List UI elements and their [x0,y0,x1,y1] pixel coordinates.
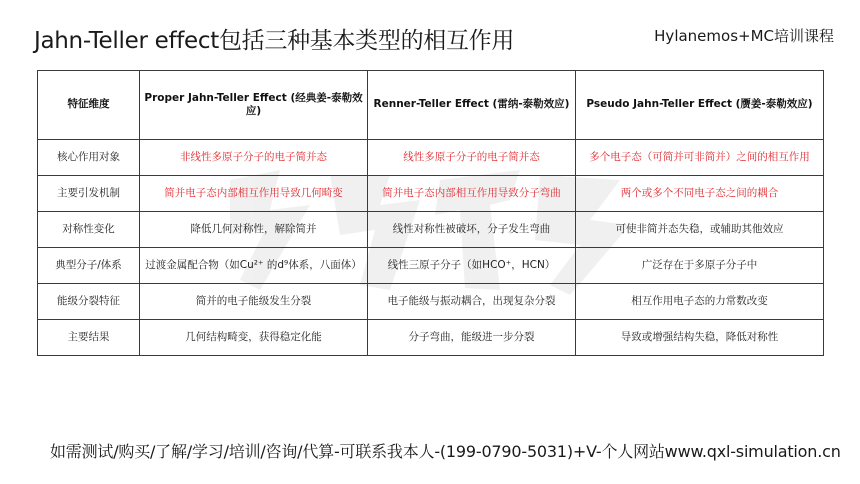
table-cell: 过渡金属配合物（如Cu²⁺ 的d⁹体系，八面体） [140,248,368,284]
row-label: 能级分裂特征 [38,284,140,320]
table-header-row [38,71,824,140]
table-row [38,284,824,320]
row-label: 核心作用对象 [38,140,140,176]
table-row [38,140,824,176]
table-cell: 简并电子态内部相互作用导致几何畸变 [140,176,368,212]
contact-footer: 如需测试/购买/了解/学习/培训/咨询/代算-可联系我本人-(199-0790-5031)+V-个人网站www.qxl-simulation.cn [50,442,841,461]
table-cell: 简并电子态内部相互作用导致分子弯曲 [368,176,576,212]
table-row [38,320,824,356]
header-cell: Pseudo Jahn-Teller Effect (赝姜-泰勒效应) [576,71,824,140]
table-row [38,212,824,248]
table-cell: 电子能级与振动耦合，出现复杂分裂 [368,284,576,320]
table-cell: 简并的电子能级发生分裂 [140,284,368,320]
table-cell: 几何结构畸变，获得稳定化能 [140,320,368,356]
table-cell: 导致或增强结构失稳，降低对称性 [576,320,824,356]
table-cell: 降低几何对称性，解除简并 [140,212,368,248]
page-title: Jahn-Teller effect包括三种基本类型的相互作用 [34,28,515,54]
table-cell: 相互作用电子态的力常数改变 [576,284,824,320]
row-label: 主要结果 [38,320,140,356]
table-cell: 线性多原子分子的电子简并态 [368,140,576,176]
table-cell: 线性三原子分子（如HCO⁺，HCN） [368,248,576,284]
feature-comparison-table [37,70,824,356]
row-label: 主要引发机制 [38,176,140,212]
table-cell: 非线性多原子分子的电子简并态 [140,140,368,176]
header-cell: 特征维度 [38,71,140,140]
table-cell: 可使非简并态失稳，或辅助其他效应 [576,212,824,248]
header-cell: Proper Jahn-Teller Effect (经典姜-泰勒效应) [140,71,368,140]
brand-label: Hylanemos+MC培训课程 [654,27,834,45]
table-cell: 分子弯曲，能级进一步分裂 [368,320,576,356]
table-cell: 线性对称性被破坏，分子发生弯曲 [368,212,576,248]
header-cell: Renner-Teller Effect (雷纳-泰勒效应) [368,71,576,140]
table-row [38,248,824,284]
table-cell: 广泛存在于多原子分子中 [576,248,824,284]
table-cell: 两个或多个不同电子态之间的耦合 [576,176,824,212]
table-row [38,176,824,212]
row-label: 对称性变化 [38,212,140,248]
row-label: 典型分子/体系 [38,248,140,284]
table-cell: 多个电子态（可简并可非简并）之间的相互作用 [576,140,824,176]
